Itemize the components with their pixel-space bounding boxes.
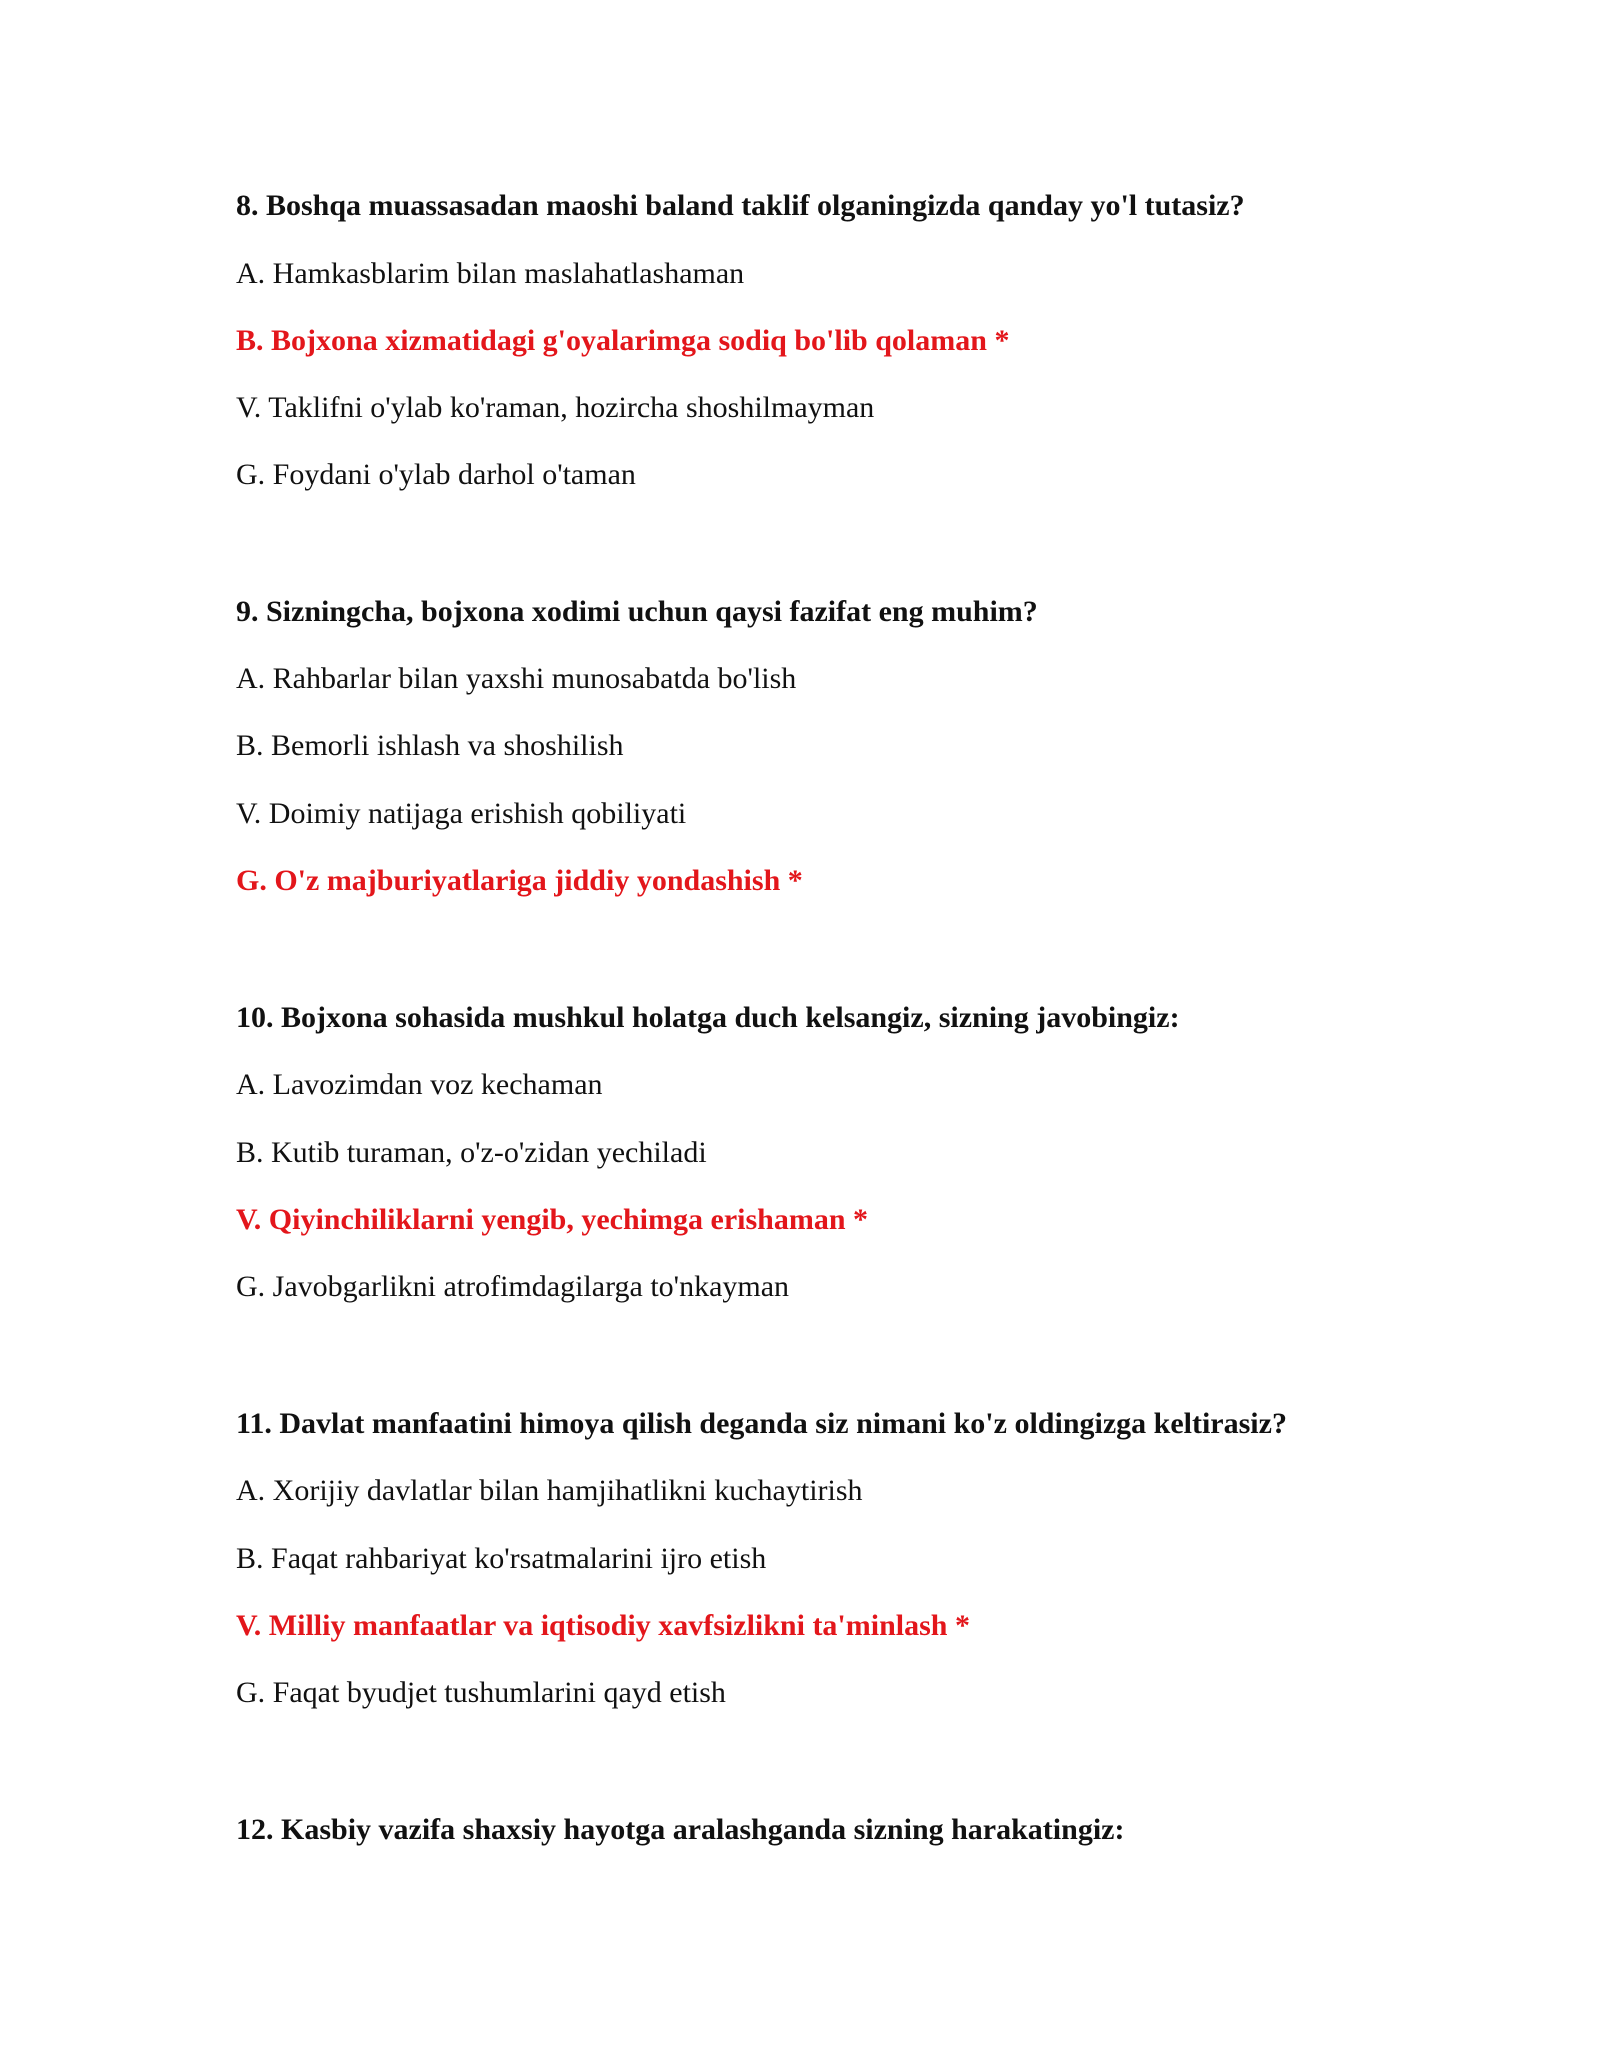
question-text: 9. Sizningcha, bojxona xodimi uchun qaysi fazifat eng muhim? [236, 595, 1038, 628]
answer-option: A. Lavozimdan voz kechaman [236, 1068, 603, 1101]
answer-option: G. Javobgarlikni atrofimdagilarga to'nkayman [236, 1270, 790, 1303]
answer-option: V. Taklifni o'ylab ko'raman, hozircha shoshilmayman [236, 391, 875, 424]
question-text: 8. Boshqa muassasadan maoshi baland taklif olganingizda qanday yo'l tutasiz? [236, 189, 1245, 222]
answer-option: A. Xorijiy davlatlar bilan hamjihatlikni kuchaytirish [236, 1474, 863, 1507]
answer-option: B. Bemorli ishlash va shoshilish [236, 729, 624, 762]
answer-option-correct: V. Milliy manfaatlar va iqtisodiy xavfsizlikni ta'minlash * [236, 1609, 970, 1642]
answer-option: A. Rahbarlar bilan yaxshi munosabatda bo'lish [236, 662, 797, 695]
question-text: 10. Bojxona sohasida mushkul holatga duch kelsangiz, sizning javobingiz: [236, 1001, 1180, 1034]
answer-option-correct: B. Bojxona xizmatidagi g'oyalarimga sodiq bo'lib qolaman * [236, 324, 1010, 357]
answer-option: A. Hamkasblarim bilan maslahatlashaman [236, 257, 745, 290]
answer-option-correct: V. Qiyinchiliklarni yengib, yechimga erishaman * [236, 1203, 869, 1236]
answer-option: G. Foydani o'ylab darhol o'taman [236, 458, 636, 491]
answer-option: B. Kutib turaman, o'z-o'zidan yechiladi [236, 1136, 707, 1169]
answer-option: B. Faqat rahbariyat ko'rsatmalarini ijro etish [236, 1542, 767, 1575]
question-text: 12. Kasbiy vazifa shaxsiy hayotga aralashganda sizning harakatingiz: [236, 1813, 1125, 1846]
answer-option: V. Doimiy natijaga erishish qobiliyati [236, 797, 687, 830]
answer-option: G. Faqat byudjet tushumlarini qayd etish [236, 1676, 726, 1709]
question-text: 11. Davlat manfaatini himoya qilish deganda siz nimani ko'z oldingizga keltirasiz? [236, 1407, 1287, 1440]
answer-option-correct: G. O'z majburiyatlariga jiddiy yondashish * [236, 864, 803, 897]
